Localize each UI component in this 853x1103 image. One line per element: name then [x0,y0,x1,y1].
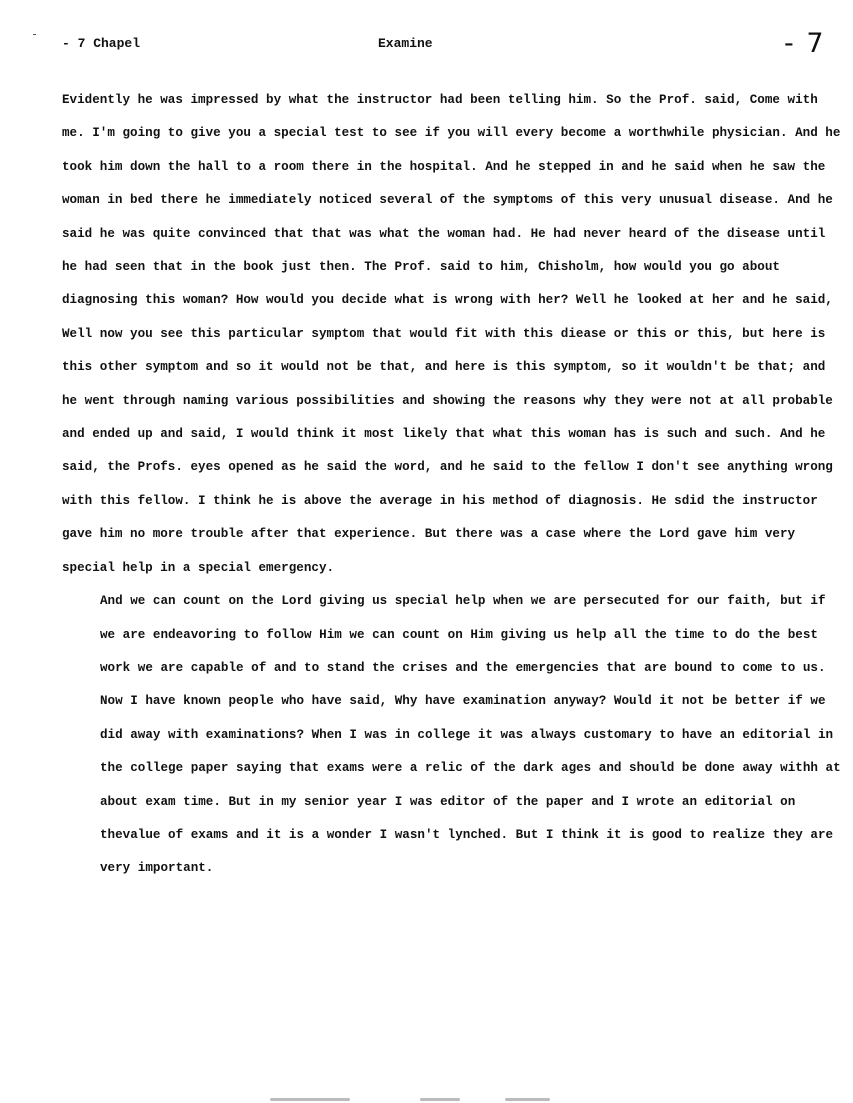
body-text [62,84,849,886]
page-header-left: - 7 Chapel [62,36,141,51]
margin-mark [33,34,36,35]
paragraph-1: Evidently he was impressed by what the instructor had been telling him. So the Prof. said, Come with me. I'm going to give you a special test to see if you will every become a worthwhile physician. And he took him down the hall to a room there in the hospital. And he stepped in and he said when he saw the woman in bed there he immediately noticed several of the symptoms of this very unusual disease. And he said he was quite convinced that that was what the woman had. He had never heard of the disease until he had seen that in the book just then. The Prof. said to him, Chisholm, how would you go about diagnosing this woman? How would you decide what is wrong with her? Well he looked at her and he said, Well now you see this particular symptom that would fit with this diease or this or this, but here is this other symptom and so it would not be that, and here is this symptom, so it wouldn't be that; and he went through naming various possibilities and showing the reasons why they were not at all probable and ended up and said, I would think it most likely that what this woman has is such and such. And he said, the Profs. eyes opened as he said the word, and he said to the fellow I don't see anything wrong with this fellow. I think he is above the average in his method of diagnosis. He sdid the instructor gave him no more trouble after that experience. But there was a case where the Lord gave him very special help in a special emergency. [62,93,848,575]
scan-smudge [270,1098,350,1101]
scan-smudge [505,1098,550,1101]
page-header-title: Examine [378,36,433,51]
paragraph-2: And we can count on the Lord giving us special help when we are persecuted for our faith, but if we are endeavoring to follow Him we can count on Him giving us help all the time to do the best work we are capable of and to stand the crises and the emergencies that are bound to come to us. [100,594,834,675]
paragraph-3: Now I have known people who have said, Why have examination anyway? Would it not be better if we did away with examinations? When I was in college it was always customary to have an editorial in the college paper saying that exams were a relic of the dark ages and should be done away withh at about exam time. But in my senior year I was editor of the paper and I wrote an editorial on thevalue of exams and it is a wonder I wasn't lynched. But I think it is good to realize they are very important. [100,694,849,876]
handwritten-page-number: - 7 [784,28,826,59]
scan-smudge [420,1098,460,1101]
